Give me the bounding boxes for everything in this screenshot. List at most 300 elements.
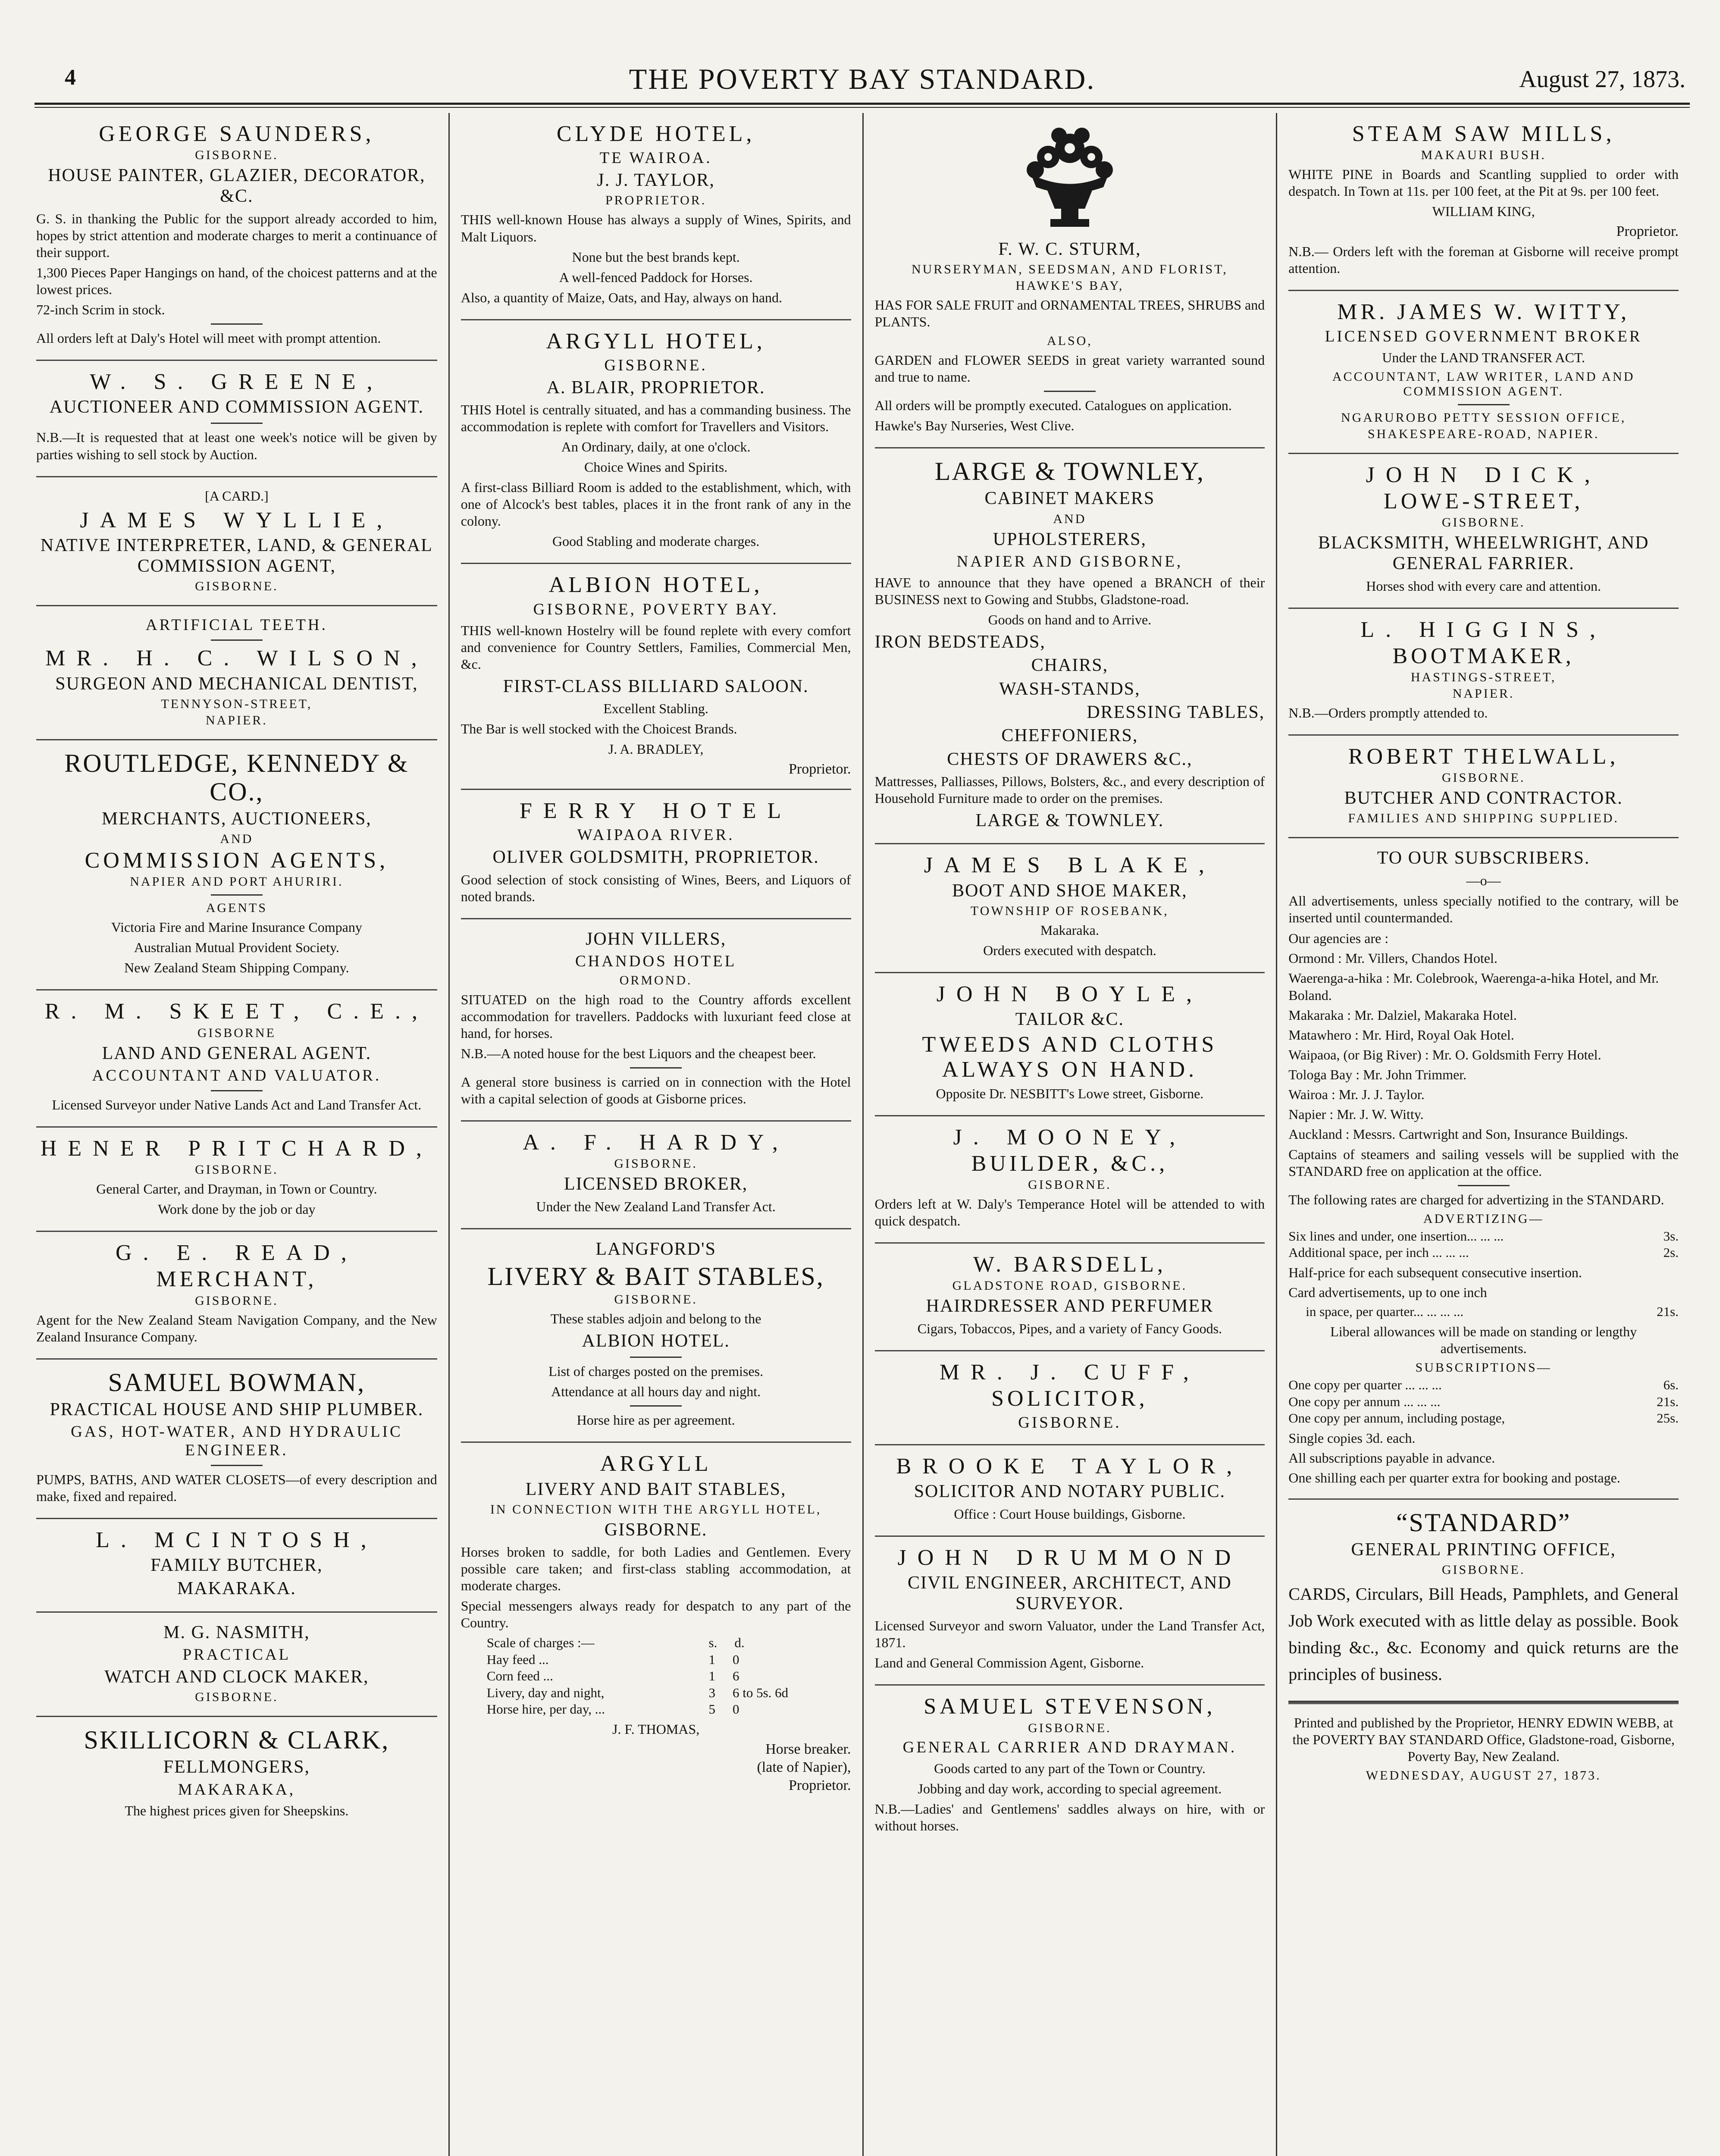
ad-text: Agent for the New Zealand Steam Navigation Company, and the New Zealand Insurance Company. [36, 1312, 437, 1344]
ad-text: THIS Hotel is centrally situated, and has a commanding business. The accommodation is replete with comfort for Travellers and Visitors. [461, 402, 851, 435]
ad-trade: SURGEON AND MECHANICAL DENTIST, [55, 674, 418, 694]
ad-trade: LICENSED GOVERNMENT BROKER [1325, 327, 1642, 345]
charge-d: 0 [733, 1702, 739, 1717]
ad-hotel: CHANDOS HOTEL [575, 952, 737, 970]
ad-stevenson [875, 1686, 1265, 1847]
ad-place: MAKAURI BUSH. [1421, 148, 1546, 163]
ad-text: N.B.—Ladies' and Gentlemens' saddles always on hire, with or without horses. [874, 1801, 1265, 1833]
list-item: CHAIRS, [1031, 655, 1109, 676]
ad-steam-saw-mills [1288, 113, 1679, 291]
table-row [487, 1701, 851, 1717]
ad-role: Proprietor. [789, 1777, 851, 1794]
ad-name: JOHN BOYLE, [936, 981, 1203, 1006]
ad-name: JOHN DICK, [1366, 462, 1601, 487]
rate-price: 21s. [1657, 1394, 1679, 1409]
ad-bowman [36, 1360, 437, 1519]
ad-name: SKILLICORN & CLARK, [84, 1726, 390, 1755]
ad-text: Also, a quantity of Maize, Oats, and Hay, always on hand. [461, 289, 783, 305]
ad-place: MAKARAKA, [178, 1780, 295, 1799]
ad-role: Proprietor. [1616, 223, 1679, 240]
column-3 [862, 113, 1276, 2156]
ad-text: The highest prices given for Sheepskins. [125, 1802, 349, 1818]
rate-row [1288, 1228, 1679, 1244]
rate-price: 6s. [1663, 1377, 1679, 1393]
divider [211, 1465, 263, 1466]
ad-pritchard [36, 1128, 437, 1232]
ad-text: Under the LAND TRANSFER ACT. [1382, 349, 1585, 365]
ad-text: Opposite Dr. NESBITT's Lowe street, Gisborne. [936, 1085, 1204, 1101]
ad-trade: TWEEDS AND CLOTHS ALWAYS ON HAND. [922, 1032, 1218, 1082]
ad-name: M. G. NASMITH, [163, 1622, 310, 1642]
divider [211, 423, 263, 424]
ad-name: STEAM SAW MILLS, [1352, 122, 1615, 146]
ad-trade: ACCOUNTANT, LAW WRITER, LAND AND COMMISSION AGENT. [1332, 369, 1635, 398]
charge-d: 6 [733, 1668, 739, 1684]
columns [34, 113, 1690, 2156]
ad-text: An Ordinary, daily, at one o'clock. [561, 439, 751, 455]
notice-text: Half-price for each subsequent consecutive insertion. [1288, 1264, 1582, 1280]
ad-office: NGARUROBO PETTY SESSION OFFICE, [1341, 410, 1626, 425]
ad-name: SAMUEL BOWMAN, [108, 1368, 366, 1397]
ad-hotel: ALBION HOTEL. [582, 1331, 730, 1351]
ad-trade: ACCOUNTANT AND VALUATOR. [92, 1066, 382, 1084]
ad-card-label: [A CARD.] [205, 488, 269, 504]
ad-heading: ARTIFICIAL TEETH. [145, 616, 328, 634]
ad-owner: J. A. BRADLEY, [608, 741, 704, 757]
ad-text: All orders left at Daly's Hotel will meet with prompt attention. [36, 330, 381, 346]
ad-trade: UPHOLSTERERS, [993, 529, 1147, 549]
ad-trade: GENERAL PRINTING OFFICE, [1351, 1539, 1616, 1560]
ad-trade: PRACTICAL HOUSE AND SHIP PLUMBER. [50, 1399, 424, 1420]
ad-name: JAMES WYLLIE, [80, 508, 394, 533]
ad-brooke-taylor [875, 1445, 1265, 1537]
ad-text: All orders will be promptly executed. Catalogues on application. [874, 398, 1232, 414]
ad-dick [1288, 454, 1679, 609]
ad-name: MR. H. C. WILSON, [45, 646, 428, 671]
charges-cols [709, 1635, 851, 1651]
notice-text: Captains of steamers and sailing vessels will be supplied with the STANDARD free on application at the office. [1288, 1146, 1679, 1179]
ad-skillicorn [36, 1717, 437, 1832]
ad-langford [461, 1229, 851, 1443]
ad-text: FAMILIES AND SHIPPING SUPPLIED. [1348, 811, 1619, 826]
divider [211, 323, 263, 325]
ad-street: LOWE-STREET, [1383, 489, 1584, 514]
ad-text: Land and General Commission Agent, Gisborne. [874, 1655, 1144, 1671]
ad-text: None but the best brands kept. [572, 249, 740, 265]
ad-text: 1,300 Pieces Paper Hangings on hand, of the choicest patterns and at the lowest prices. [36, 264, 437, 297]
rate-row [1288, 1394, 1679, 1410]
issue-date: August 27, 1873. [1519, 66, 1686, 93]
ad-place: HAWKE'S BAY, [1015, 279, 1124, 293]
ad-name: JAMES BLAKE, [924, 853, 1216, 878]
notice-text: The following rates are charged for advertizing in the STANDARD. [1288, 1191, 1664, 1207]
ad-name: MR. JAMES W. WITTY, [1337, 300, 1630, 325]
list-item: WASH-STANDS, [999, 679, 1140, 699]
rate-price: 21s. [1657, 1304, 1679, 1319]
charge-item: Horse hire, per day, ... [486, 1702, 605, 1717]
ad-trade: GAS, HOT-WATER, AND HYDRAULIC ENGINEER. [71, 1423, 403, 1459]
rate-price: 3s. [1663, 1228, 1679, 1244]
ad-street: TENNYSON-STREET, [161, 696, 313, 711]
notice-text: All advertisements, unless specially notified to the contrary, will be inserted until countermanded. [1288, 893, 1679, 925]
rate-item: One copy per annum ... ... ... [1288, 1394, 1441, 1409]
ad-text: HAS FOR SALE FRUIT and ORNAMENTAL TREES, SHRUBS and PLANTS. [874, 297, 1265, 330]
ad-text: Excellent Stabling. [603, 700, 708, 716]
ad-drummond [875, 1537, 1265, 1686]
ad-text: G. S. in thanking the Public for the support already accorded to him, hopes by strict attention and moderate charges to merit a continuance of their support. [36, 210, 437, 260]
ad-trade: NATIVE INTERPRETER, LAND, & GENERAL COMMISSION AGENT, [40, 535, 433, 577]
ad-villers [461, 919, 851, 1122]
ad-place: GISBORNE. [1028, 1720, 1112, 1735]
ad-text: General Carter, and Drayman, in Town or Country. [96, 1181, 377, 1197]
ad-place: NAPIER. [1452, 686, 1515, 701]
ad-name: A. F. HARDY, [523, 1130, 789, 1155]
ad-text: Goods carted to any part of the Town or Country. [934, 1760, 1206, 1776]
ad-greene [36, 361, 437, 477]
ad-name: L. HIGGINS, [1360, 617, 1607, 642]
ad-trade: FELLMONGERS, [163, 1757, 310, 1777]
list-item: IRON BEDSTEADS, [874, 632, 1046, 652]
divider [1044, 391, 1096, 392]
ad-text: Under the New Zealand Land Transfer Act. [536, 1198, 776, 1214]
ad-text: Orders left at W. Daly's Temperance Hotel will be attended to with quick despatch. [874, 1196, 1265, 1229]
ad-name: BROOKE TAYLOR, [896, 1454, 1244, 1479]
charge-values [709, 1701, 851, 1717]
ad-place: GISBORNE [197, 1025, 276, 1040]
ad-name: W. S. GREENE, [90, 370, 384, 394]
ad-name: ARGYLL [600, 1451, 712, 1476]
ad-text: Special messengers always ready for despatch to any part of the Country. [461, 1598, 851, 1631]
charge-values [709, 1685, 851, 1701]
ad-name: W. BARSDELL, [973, 1252, 1166, 1277]
list-item: Victoria Fire and Marine Insurance Company [111, 919, 362, 935]
column-2 [448, 113, 862, 2156]
rate-price: 2s. [1663, 1245, 1679, 1260]
ad-place: TE WAIROA. [599, 149, 712, 167]
ad-trade: WATCH AND CLOCK MAKER, [104, 1667, 369, 1687]
ad-sign: LARGE & TOWNLEY. [975, 811, 1164, 831]
ad-text: Orders executed with despatch. [983, 942, 1156, 958]
ad-text: Good selection of stock consisting of Wines, Beers, and Liquors of noted brands. [461, 871, 851, 904]
ad-place: GISBORNE. [195, 1163, 279, 1177]
ad-text: Horses broken to saddle, for both Ladies and Gentlemen. Every possible care taken; and first-class stabling accommodation, at moderate charges. [461, 1544, 851, 1594]
ad-text: THIS well-known Hostelry will be found replete with every comfort and convenience for Country Settlers, Families, Commercial Men, &c. [461, 622, 851, 672]
ad-albion-hotel [461, 564, 851, 790]
ad-text: N.B.— Orders left with the foreman at Gisborne will receive prompt attention. [1288, 244, 1679, 276]
ad-name: GEORGE SAUNDERS, [99, 122, 375, 146]
divider [211, 1090, 263, 1091]
ad-name: J. MOONEY, [953, 1125, 1187, 1150]
ad-text: THIS well-known House has always a supply of Wines, Spirits, and Malt Liquors. [461, 212, 851, 244]
ad-place: GISBORNE. [614, 1156, 698, 1171]
ad-text: Licensed Surveyor and sworn Valuator, under the Land Transfer Act, 1871. [874, 1618, 1265, 1651]
ad-trade: SOLICITOR, [991, 1386, 1148, 1411]
ad-text: A well-fenced Paddock for Horses. [559, 269, 753, 285]
ad-trade: LIVERY & BAIT STABLES, [487, 1262, 824, 1291]
ad-large-townley [875, 448, 1265, 844]
charge-s: 1 [708, 1668, 715, 1684]
ad-text: Mattresses, Palliasses, Pillows, Bolsters, &c., and every description of Household Furniture made to order on the premises. [874, 773, 1265, 806]
ad-place: GISBORNE. [195, 1293, 279, 1308]
ad-place: ORMOND. [619, 973, 692, 987]
ad-text: N.B.—Orders promptly attended to. [1288, 705, 1488, 721]
masthead-rule [34, 103, 1690, 105]
ad-text: N.B.—A noted house for the best Liquors and the cheapest beer. [461, 1045, 816, 1061]
divider [1458, 1185, 1510, 1186]
ad-wyllie [36, 477, 437, 607]
ad-place: GISBORNE. [195, 148, 279, 163]
ad-trade: BLACKSMITH, WHEELWRIGHT, AND GENERAL FARRIER. [1318, 533, 1649, 574]
charge-s: 5 [708, 1702, 715, 1717]
flower-urn-icon [1005, 122, 1134, 235]
ad-place: GISBORNE. [604, 356, 708, 374]
ad-owner: J. F. THOMAS, [612, 1721, 700, 1737]
charge-values [709, 1651, 851, 1668]
ad-text: Hawke's Bay Nurseries, West Clive. [874, 418, 1075, 434]
list-item: Waipaoa, (or Big River) : Mr. O. Goldsmith Ferry Hotel. [1288, 1047, 1601, 1062]
list-item: Australian Mutual Provident Society. [134, 940, 339, 956]
ad-mcintosh [36, 1519, 437, 1613]
charge-values [709, 1668, 851, 1684]
ad-and: AND [1053, 511, 1087, 526]
ad-owner: OLIVER GOLDSMITH, PROPRIETOR. [492, 847, 819, 868]
list-item: Napier : Mr. J. W. Witty. [1288, 1106, 1424, 1122]
masthead [34, 56, 1690, 99]
divider [630, 1067, 682, 1069]
ad-name: JOHN DRUMMOND [897, 1545, 1242, 1570]
ad-skeet [36, 990, 437, 1128]
ad-owner: A. BLAIR, PROPRIETOR. [546, 377, 765, 398]
rate-price: 25s. [1657, 1410, 1679, 1426]
ad-name: ROBERT THELWALL, [1348, 744, 1619, 769]
col-pence: d. [734, 1635, 745, 1651]
list-item: Tologa Bay : Mr. John Trimmer. [1288, 1066, 1467, 1082]
ad-wilson [36, 606, 437, 740]
charge-d: 0 [733, 1651, 739, 1667]
list-item: Wairoa : Mr. J. J. Taylor. [1288, 1086, 1425, 1102]
charges-label: Scale of charges :— [486, 1635, 595, 1651]
ad-text: HAVE to announce that they have opened a BRANCH of their BUSINESS next to Gowing and Stubbs, Gladstone-road. [874, 575, 1265, 608]
column-4 [1276, 113, 1690, 2156]
ad-barsdell [875, 1244, 1265, 1351]
ad-text: GARDEN and FLOWER SEEDS in great variety warranted sound and true to name. [874, 352, 1265, 385]
ad-name: ROUTLEDGE, KENNEDY & CO., [64, 749, 409, 806]
ad-place: GISBORNE, POVERTY BAY. [533, 600, 779, 618]
ad-place: GISBORNE. [1441, 515, 1526, 530]
ad-name: LANGFORD'S [595, 1239, 716, 1259]
divider [1458, 404, 1510, 405]
column-1 [34, 113, 448, 2156]
ad-trade: BUTCHER AND CONTRACTOR. [1344, 788, 1623, 808]
ad-place: GLADSTONE ROAD, GISBORNE. [952, 1279, 1187, 1293]
ornament: —o— [1466, 872, 1501, 888]
ad-place: NAPIER. [205, 713, 268, 727]
charge-s: 3 [708, 1685, 715, 1700]
ad-role: Proprietor. [789, 761, 851, 777]
ad-hardy [461, 1122, 851, 1229]
notice-text: All subscriptions payable in advance. [1288, 1450, 1495, 1466]
notice-text: Liberal allowances will be made on standing or lengthy advertisements. [1330, 1324, 1637, 1357]
ad-trade: MERCHANT, [156, 1267, 317, 1292]
ad-place: GISBORNE. [195, 579, 279, 594]
divider [630, 1357, 682, 1358]
notice-text: One shilling each per quarter extra for booking and postage. [1288, 1470, 1620, 1485]
charge-item: Hay feed ... [486, 1651, 549, 1667]
ad-mooney [875, 1116, 1265, 1244]
ad-name: “STANDARD” [1396, 1508, 1571, 1537]
ad-trade: BOOTMAKER, [1392, 643, 1575, 668]
ad-connection: IN CONNECTION WITH THE ARGYLL HOTEL, [490, 1502, 822, 1517]
ad-street: HASTINGS-STREET, [1410, 670, 1557, 684]
ad-text: The Bar is well stocked with the Choicest Brands. [461, 721, 737, 736]
ad-text: These stables adjoin and belong to the [550, 1310, 761, 1326]
rate-item: Additional space, per inch ... ... ... [1288, 1245, 1469, 1260]
ad-text: Horse hire as per agreement. [576, 1412, 735, 1428]
subscriptions-label: SUBSCRIPTIONS— [1415, 1360, 1552, 1375]
ad-name: F. W. C. STURM, [998, 239, 1141, 259]
ad-trade: BUILDER, &C., [971, 1151, 1169, 1176]
divider [630, 1405, 682, 1407]
ad-text: WHITE PINE in Boards and Scantling supplied to order with despatch. In Town at 11s. per 100 feet, at the Pit at 9s. per 100 feet. [1288, 166, 1679, 199]
ad-and: AND [220, 832, 254, 846]
table-row [487, 1668, 851, 1684]
ad-text: Cigars, Tobaccos, Pipes, and a variety of Fancy Goods. [917, 1320, 1222, 1336]
charge-item: Livery, day and night, [486, 1685, 605, 1700]
ad-trade: BOOT AND SHOE MAKER, [952, 881, 1187, 901]
ad-read [36, 1232, 437, 1359]
ad-trade: TAILOR &C. [1015, 1009, 1125, 1030]
ad-saloon: FIRST-CLASS BILLIARD SALOON. [503, 676, 809, 696]
ad-also: ALSO, [1046, 334, 1093, 348]
ad-place: GISBORNE. [1018, 1414, 1122, 1432]
ad-trade: LICENSED BROKER, [564, 1174, 748, 1194]
rate-row [1288, 1410, 1679, 1426]
ad-place: TOWNSHIP OF ROSEBANK, [970, 903, 1169, 918]
charge-s: 1 [708, 1651, 715, 1667]
ad-text: Jobbing and day work, according to special agreement. [918, 1780, 1222, 1796]
list-item: DRESSING TABLES, [1087, 702, 1265, 723]
ad-text: Licensed Surveyor under Native Lands Act and Land Transfer Act. [52, 1097, 422, 1112]
list-item: Ormond : Mr. Villers, Chandos Hotel. [1288, 950, 1498, 966]
list-item: CHESTS OF DRAWERS &C., [947, 749, 1193, 769]
newspaper-title: THE POVERTY BAY STANDARD. [629, 63, 1096, 95]
ad-place: Makaraka. [1040, 922, 1099, 938]
list-item: Auckland : Messrs. Cartwright and Son, Insurance Buildings. [1288, 1126, 1628, 1142]
ad-text: CARDS, Circulars, Bill Heads, Pamphlets, and General Job Work executed with as little delay as possible. Book binding &c., &c. Economy and quick returns are the principles of business. [1288, 1584, 1679, 1684]
page-number: 4 [65, 65, 76, 90]
ad-clyde-hotel [461, 113, 851, 320]
charges-header [487, 1635, 851, 1651]
ad-place: NAPIER AND GISBORNE, [956, 553, 1183, 571]
notice-subscribers [1288, 838, 1679, 1499]
ad-text: Goods on hand and to Arrive. [988, 612, 1152, 628]
masthead-rule-thin [34, 107, 1690, 108]
ad-sub: PRACTICAL [182, 1646, 291, 1664]
rate-item: One copy per annum, including postage, [1288, 1410, 1505, 1426]
ad-place: WAIPAOA RIVER. [577, 826, 735, 844]
ad-place: GISBORNE. [195, 1690, 279, 1705]
ad-text: N.B.—It is requested that at least one week's notice will be given by parties wishing to sell stock by Auction. [36, 429, 437, 462]
agencies-label: Our agencies are : [1288, 930, 1389, 946]
ad-text: SITUATED on the high road to the Country affords excellent accommodation for travellers. Paddocks with luxuriant feed close at hand, for horses. [461, 991, 851, 1041]
ad-trade: CIVIL ENGINEER, ARCHITECT, AND SURVEYOR. [907, 1573, 1232, 1614]
ad-name: SAMUEL STEVENSON, [924, 1694, 1216, 1719]
ad-trade: COMMISSION AGENTS, [85, 848, 389, 873]
rate-row [1288, 1244, 1679, 1261]
ad-place: SHAKESPEARE-ROAD, NAPIER. [1367, 426, 1600, 441]
ad-witty [1288, 291, 1679, 454]
ad-place: GISBORNE. [1028, 1178, 1112, 1192]
notice-title: TO OUR SUBSCRIBERS. [1377, 848, 1590, 868]
ad-trade: FAMILY BUTCHER, [150, 1555, 323, 1576]
ad-higgins [1288, 609, 1679, 736]
ad-argyll-stables [461, 1443, 851, 1805]
ad-trade: AUCTIONEER AND COMMISSION AGENT. [49, 397, 424, 417]
imprint [1288, 1702, 1679, 1794]
list-item: CHEFFONIERS, [1001, 726, 1138, 746]
charge-item: Corn feed ... [486, 1668, 553, 1684]
ad-printing-office [1288, 1500, 1679, 1702]
ad-boyle [875, 973, 1265, 1116]
rate-item: in space, per quarter... ... ... ... [1306, 1304, 1464, 1319]
ad-trade: HAIRDRESSER AND PERFUMER [926, 1296, 1214, 1316]
ad-name: FERRY HOTEL [520, 799, 793, 824]
list-item: New Zealand Steam Shipping Company. [124, 960, 349, 976]
list-item: Makaraka : Mr. Dalziel, Makaraka Hotel. [1288, 1007, 1517, 1023]
ad-role: PROPRIETOR. [605, 193, 707, 208]
imprint-text: Printed and published by the Proprietor, HENRY EDWIN WEBB, at the POVERTY BAY STANDARD Office, Gladstone-road, Gisborne, Poverty Bay, New Zealand. [1292, 1714, 1675, 1764]
charges-table [461, 1635, 851, 1717]
ad-text: Horses shod with every care and attention. [1366, 578, 1601, 594]
ad-blake [875, 844, 1265, 973]
ad-nasmith [36, 1613, 437, 1717]
ad-owner: WILLIAM KING, [1432, 204, 1535, 219]
ad-agents-label: AGENTS [206, 901, 268, 915]
ad-name: MR. J. CUFF, [939, 1360, 1200, 1385]
rate-item: Six lines and under, one insertion... ... ... [1288, 1228, 1504, 1244]
col-shillings: s. [708, 1635, 717, 1651]
ad-argyll-hotel [461, 320, 851, 564]
ad-place: GISBORNE. [1441, 771, 1526, 785]
ad-name: L. MCINTOSH, [96, 1527, 378, 1552]
ad-place: MAKARAKA. [177, 1579, 296, 1599]
ad-place: NAPIER AND PORT AHURIRI. [130, 874, 344, 889]
ad-place: GISBORNE. [1441, 1562, 1526, 1577]
ad-sturm [875, 113, 1265, 448]
divider [211, 639, 263, 641]
ad-text: List of charges posted on the premises. [548, 1363, 764, 1379]
ad-thelwall [1288, 736, 1679, 838]
ad-name: LARGE & TOWNLEY, [934, 457, 1205, 486]
ad-text: PUMPS, BATHS, AND WATER CLOSETS—of every description and make, fixed and repaired. [36, 1471, 437, 1504]
ad-trade: MERCHANTS, AUCTIONEERS, [101, 808, 372, 829]
ad-name: HENER PRITCHARD, [40, 1136, 433, 1161]
ad-text: A first-class Billiard Room is added to the establishment, which, with one of Alcock's best tables, places it in the front rank of any in the colony. [461, 479, 851, 529]
table-row [487, 1651, 851, 1668]
ad-cuff [875, 1351, 1265, 1445]
ad-owner: J. J. TAYLOR, [597, 170, 715, 191]
ad-trade: LIVERY AND BAIT STABLES, [525, 1479, 786, 1499]
ad-late: (late of Napier), [757, 1759, 851, 1776]
notice-text: Single copies 3d. each. [1288, 1430, 1416, 1446]
ad-name: ARGYLL HOTEL, [546, 329, 766, 354]
ad-text: Attendance at all hours day and night. [551, 1384, 761, 1400]
ad-name: JOHN VILLERS, [586, 929, 727, 949]
ad-text: A general store business is carried on in connection with the Hotel with a capital selection of goods at Gisborne prices. [461, 1074, 851, 1107]
charge-d: 6 to 5s. 6d [733, 1685, 789, 1700]
rate-row [1288, 1304, 1679, 1320]
ad-text: Good Stabling and moderate charges. [552, 533, 760, 549]
